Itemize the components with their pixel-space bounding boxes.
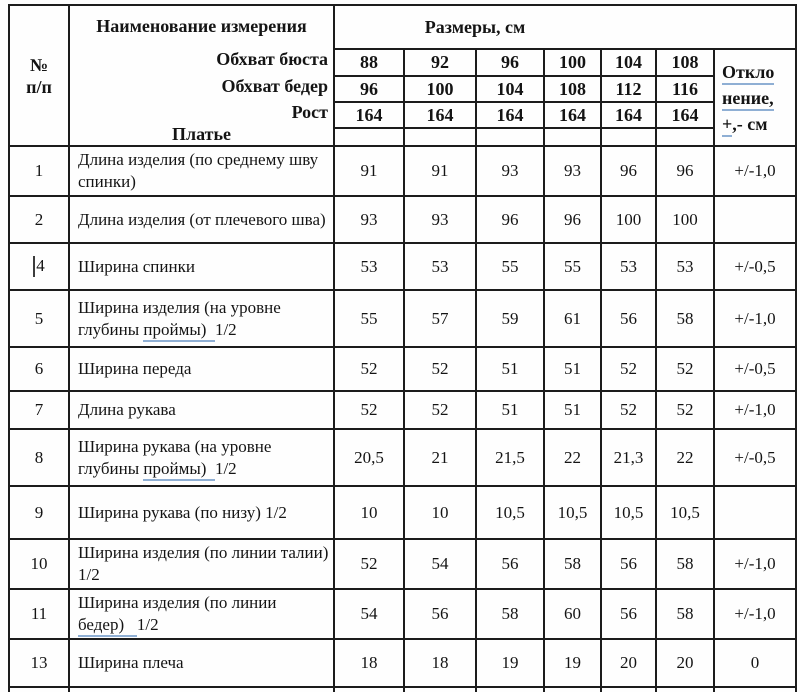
measurement-name-suffix: 1/2	[136, 614, 159, 634]
size-value-cell: 10,5	[601, 486, 656, 539]
empty-cell	[334, 687, 404, 692]
size-value-cell: 20	[656, 639, 714, 687]
table-row	[9, 243, 796, 290]
size-value-cell: 19	[476, 639, 544, 687]
size-value-cell: 52	[334, 539, 404, 589]
size-value-cell: 18	[404, 639, 476, 687]
size-value-cell: 51	[544, 391, 601, 429]
hip-size: 100	[404, 76, 476, 102]
row-number: 7	[34, 400, 44, 419]
measurement-name-cell	[69, 347, 334, 391]
name-header-stack	[70, 6, 333, 143]
deviation-header-rest: ,- см	[732, 113, 768, 134]
size-value-cell: 54	[334, 589, 404, 639]
measurement-name: Ширина спинки	[78, 256, 195, 276]
measurement-name: Ширина изделия (по линии	[78, 593, 277, 612]
table-row	[9, 486, 796, 539]
header-row-top	[9, 5, 796, 49]
row-number-cell	[9, 429, 69, 486]
height-size: 164	[544, 102, 601, 128]
measurement-name: Ширина рукава (на уровне глубины	[78, 436, 272, 478]
row-number-cell	[9, 486, 69, 539]
spellcheck-underline-text: проймы)	[143, 459, 206, 481]
row-number-cell	[9, 639, 69, 687]
row-number: 13	[30, 652, 48, 672]
deviation-value-cell: +/-1,0	[714, 290, 796, 347]
height-size: 164	[601, 102, 656, 128]
spellcheck-underline-gap	[124, 615, 137, 637]
measurement-name-cell	[69, 486, 334, 539]
size-value-cell: 56	[601, 290, 656, 347]
size-value-cell: 53	[404, 243, 476, 290]
row-number: 8	[34, 447, 44, 467]
deviation-value-cell: +/-0,5	[714, 429, 796, 486]
measurement-name-cell	[69, 429, 334, 486]
deviation-header	[714, 49, 796, 146]
height-size: 164	[656, 102, 714, 128]
empty-cell	[404, 687, 476, 692]
size-value-cell: 10,5	[544, 486, 601, 539]
size-value-cell: 93	[476, 146, 544, 196]
section-label-dress: Платье	[172, 123, 231, 144]
empty-cell	[404, 128, 476, 146]
empty-cell	[334, 128, 404, 146]
row-number-cell	[9, 196, 69, 243]
bust-size: 104	[601, 49, 656, 76]
size-value-cell: 59	[476, 290, 544, 347]
hip-label: Обхват бедер	[221, 75, 328, 96]
deviation-value-cell	[714, 486, 796, 539]
size-value-cell: 55	[544, 243, 601, 290]
row-number: 9	[34, 502, 44, 522]
size-value-cell: 53	[656, 243, 714, 290]
empty-cell	[544, 128, 601, 146]
empty-cell	[9, 687, 69, 692]
size-value-cell: 19	[544, 639, 601, 687]
table-row	[9, 146, 796, 196]
number-header-line2: п/п	[26, 76, 52, 97]
empty-cell	[656, 128, 714, 146]
size-value-cell: 96	[476, 196, 544, 243]
height-label: Рост	[291, 101, 328, 122]
measurement-name: Ширина плеча	[78, 652, 184, 672]
row-number: 10	[30, 554, 48, 573]
measurement-name-cell	[69, 146, 334, 196]
table-row	[9, 589, 796, 639]
measurement-name: Длина рукава	[78, 400, 176, 420]
row-number-cell	[9, 539, 69, 589]
size-value-cell: 54	[404, 539, 476, 589]
size-value-cell: 96	[544, 196, 601, 243]
table-row	[9, 539, 796, 589]
empty-cell	[656, 687, 714, 692]
deviation-header-line2: нение,	[722, 88, 774, 111]
measurement-name-cell	[69, 290, 334, 347]
row-number-cell	[9, 391, 69, 429]
row-number: 6	[34, 359, 44, 378]
column-header-name	[69, 5, 334, 146]
hip-size: 104	[476, 76, 544, 102]
measurement-name: Длина изделия (по среднему шву спинки)	[78, 150, 319, 191]
spellcheck-underline-gap	[206, 320, 215, 342]
table-row	[9, 429, 796, 486]
measurement-name: Ширина изделия (по линии талии) 1/2	[78, 543, 329, 584]
table-row	[9, 347, 796, 391]
table-header	[9, 5, 796, 146]
size-value-cell: 61	[544, 290, 601, 347]
bust-size: 92	[404, 49, 476, 76]
measurement-name-cell	[69, 639, 334, 687]
hip-size: 112	[601, 76, 656, 102]
table-row	[9, 196, 796, 243]
empty-cell	[476, 128, 544, 146]
table-body	[9, 146, 796, 687]
size-value-cell: 52	[334, 347, 404, 391]
deviation-value-cell: +/-0,5	[714, 347, 796, 391]
size-value-cell: 21,5	[476, 429, 544, 486]
bust-size: 88	[334, 49, 404, 76]
deviation-value-cell: +/-1,0	[714, 539, 796, 589]
size-value-cell: 10	[404, 486, 476, 539]
measurement-name-cell	[69, 539, 334, 589]
measurement-name-suffix: 1/2	[214, 319, 237, 339]
name-header-title: Наименование измерения	[96, 15, 307, 36]
height-size: 164	[404, 102, 476, 128]
spellcheck-underline-gap	[206, 459, 215, 481]
deviation-value-cell: +/-1,0	[714, 589, 796, 639]
size-value-cell: 58	[656, 290, 714, 347]
size-value-cell: 91	[404, 146, 476, 196]
bust-label: Обхват бюста	[216, 49, 328, 69]
row-number: 5	[34, 308, 44, 328]
text-cursor	[33, 256, 35, 277]
hip-size: 116	[656, 76, 714, 102]
row-number: 11	[30, 603, 48, 623]
measurement-name-suffix: 1/2	[214, 458, 237, 478]
size-value-cell: 56	[476, 539, 544, 589]
size-value-cell: 56	[601, 539, 656, 589]
row-number-cell	[9, 347, 69, 391]
deviation-value-cell: +/-1,0	[714, 146, 796, 196]
height-size: 164	[476, 102, 544, 128]
measurement-name-cell	[69, 243, 334, 290]
size-value-cell: 21,3	[601, 429, 656, 486]
empty-cell	[601, 687, 656, 692]
size-value-cell: 93	[544, 146, 601, 196]
size-value-cell: 96	[601, 146, 656, 196]
deviation-header-plus: +	[722, 114, 732, 137]
size-value-cell: 58	[476, 589, 544, 639]
size-value-cell: 10	[334, 486, 404, 539]
measurement-name-cell	[69, 391, 334, 429]
size-value-cell: 58	[656, 589, 714, 639]
size-value-cell: 52	[601, 347, 656, 391]
size-value-cell: 10,5	[476, 486, 544, 539]
size-value-cell: 52	[404, 347, 476, 391]
table-row	[9, 391, 796, 429]
size-value-cell: 93	[404, 196, 476, 243]
size-value-cell: 18	[334, 639, 404, 687]
size-value-cell: 56	[601, 589, 656, 639]
spellcheck-underline-text: бедер)	[78, 615, 124, 637]
size-value-cell: 58	[656, 539, 714, 589]
measurement-table	[8, 4, 797, 692]
size-value-cell: 53	[601, 243, 656, 290]
measurement-name-cell	[69, 196, 334, 243]
empty-cell	[601, 128, 656, 146]
bust-size: 108	[656, 49, 714, 76]
deviation-value-cell: +/-0,5	[714, 243, 796, 290]
measurement-name-cell	[69, 589, 334, 639]
size-value-cell: 52	[404, 391, 476, 429]
height-size: 164	[334, 102, 404, 128]
size-value-cell: 60	[544, 589, 601, 639]
size-value-cell: 20	[601, 639, 656, 687]
size-value-cell: 100	[656, 196, 714, 243]
size-value-cell: 52	[656, 347, 714, 391]
size-value-cell: 21	[404, 429, 476, 486]
size-value-cell: 55	[476, 243, 544, 290]
size-value-cell: 52	[656, 391, 714, 429]
measurement-name: Длина изделия (от плечевого шва)	[78, 209, 326, 229]
hip-size: 96	[334, 76, 404, 102]
size-value-cell: 10,5	[656, 486, 714, 539]
empty-cell	[476, 687, 544, 692]
size-value-cell: 91	[334, 146, 404, 196]
sizes-title-cell: Размеры, см	[334, 5, 796, 49]
row-number-cell	[9, 243, 69, 290]
size-value-cell: 52	[601, 391, 656, 429]
number-header-line1: №	[29, 54, 49, 75]
table-partial-footer	[9, 687, 796, 692]
row-number: 4	[36, 255, 45, 275]
size-value-cell: 93	[334, 196, 404, 243]
empty-cell	[544, 687, 601, 692]
measurement-name: Ширина рукава (по низу) 1/2	[78, 502, 287, 522]
table-row	[9, 290, 796, 347]
bust-size: 96	[476, 49, 544, 76]
row-number-cell	[9, 589, 69, 639]
deviation-value-cell	[714, 196, 796, 243]
size-value-cell: 51	[544, 347, 601, 391]
measurement-name: Ширина изделия (на уровне глубины	[78, 297, 281, 339]
size-value-cell: 96	[656, 146, 714, 196]
size-value-cell: 51	[476, 391, 544, 429]
row-number: 1	[34, 161, 44, 180]
deviation-value-cell: 0	[714, 639, 796, 687]
hip-size: 108	[544, 76, 601, 102]
empty-cell	[714, 687, 796, 692]
column-header-number	[9, 5, 69, 146]
size-value-cell: 53	[334, 243, 404, 290]
row-number-cell	[9, 146, 69, 196]
size-value-cell: 22	[656, 429, 714, 486]
clipped-row	[9, 687, 796, 692]
size-value-cell: 52	[334, 391, 404, 429]
deviation-value-cell: +/-1,0	[714, 391, 796, 429]
size-value-cell: 100	[601, 196, 656, 243]
bust-size: 100	[544, 49, 601, 76]
size-value-cell: 22	[544, 429, 601, 486]
size-value-cell: 56	[404, 589, 476, 639]
row-number-cell	[9, 290, 69, 347]
size-value-cell: 20,5	[334, 429, 404, 486]
size-value-cell: 57	[404, 290, 476, 347]
measurement-name: Ширина переда	[78, 359, 192, 379]
row-number: 2	[34, 209, 44, 229]
spellcheck-underline-text: проймы)	[143, 320, 206, 342]
deviation-header-line1: Откло	[722, 62, 774, 85]
size-value-cell: 51	[476, 347, 544, 391]
size-value-cell: 58	[544, 539, 601, 589]
size-value-cell: 55	[334, 290, 404, 347]
empty-cell	[69, 687, 334, 692]
table-row	[9, 639, 796, 687]
